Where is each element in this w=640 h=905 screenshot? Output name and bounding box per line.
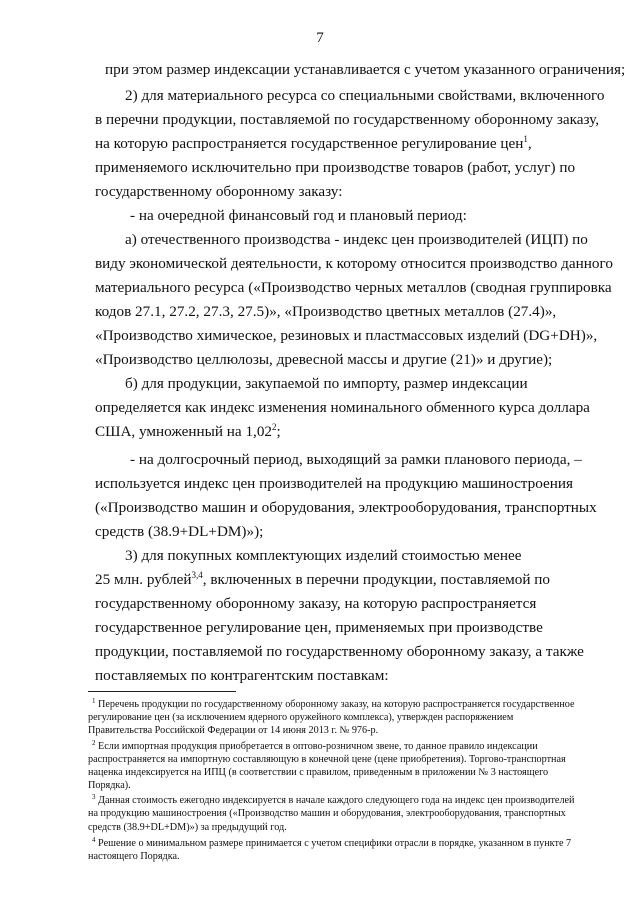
- body-line: используется индекс цен производителей на продукцию машиностроения: [95, 475, 573, 492]
- punctuation: ,: [202, 571, 207, 588]
- body-line: государственное регулирование цен, применяемых при производстве: [95, 619, 543, 636]
- footnote-separator: [88, 691, 236, 692]
- footnote-line: распространяется на импортную составляющую в конечной цене (цене приобретения). Торгово-транспортная: [88, 754, 566, 765]
- body-line: «Производство химическое, резиновых и пластмассовых изделий (DG+DH)»,: [95, 327, 598, 344]
- footnote-ref: 2: [272, 422, 277, 432]
- footnote-mark: 4: [92, 836, 96, 844]
- body-line: средств (38.9+DL+DM)»);: [95, 523, 264, 540]
- body-line: поставляемых по контрагентским поставкам:: [95, 667, 389, 684]
- footnote-line: на продукцию машиностроения («Производство машин и оборудования, электрооборудования, транспортных: [88, 808, 566, 819]
- body-line: кодов 27.1, 27.2, 27.3, 27.5)», «Производство цветных металлов (27.4)»,: [95, 303, 557, 320]
- punctuation: ,: [527, 135, 532, 152]
- footnote-mark: 1: [92, 697, 96, 705]
- footnote-text: Решение о минимальном размере принимается с учетом специфики отрасли в порядке, указанном в пункте 7: [98, 838, 572, 849]
- footnote-line: наценка индексируется на ИПЦ (в соответствии с правилом, приведенным в приложении № 3 настоящего: [88, 767, 549, 778]
- footnote-line: [92, 794, 610, 807]
- body-line: при этом размер индексации устанавливается с учетом указанного ограничения;: [105, 61, 626, 78]
- body-line: государственному оборонному заказу, на которую распространяется: [95, 595, 537, 612]
- footnote-line: Порядка).: [88, 780, 131, 791]
- body-line: «Производство целлюлозы, древесной массы и другие (21)» и другие);: [95, 351, 553, 368]
- body-line: материального ресурса («Производство черных металлов (сводная группировка: [95, 279, 612, 296]
- footnote-text: Перечень продукции по государственному оборонному заказу, на которую распространяется государственное: [98, 699, 575, 710]
- footnote-line: [92, 740, 610, 753]
- footnote-line: средств (38.9+DL+DM)») за предыдущий год.: [88, 822, 287, 833]
- footnote-text: Данная стоимость ежегодно индексируется в начале каждого следующего года на индекс цен производителей: [98, 795, 575, 806]
- body-line: определяется как индекс изменения номинального обменного курса доллара: [95, 399, 590, 416]
- body-line-text: на которую распространяется государственное регулирование цен: [95, 135, 524, 152]
- body-line: 2) для материального ресурса со специальными свойствами, включенного: [125, 87, 605, 104]
- body-line-text: включенных в перечни продукции, поставляемой по: [210, 571, 551, 588]
- body-line: а) отечественного производства - индекс цен производителей (ИЦП) по: [125, 231, 588, 248]
- body-line: применяемого исключительно при производстве товаров (работ, услуг) по: [95, 159, 576, 176]
- punctuation: ;: [276, 423, 281, 440]
- body-line: б) для продукции, закупаемой по импорту, размер индексации: [125, 375, 528, 392]
- footnote-ref: 1: [523, 134, 528, 144]
- footnote-line: настоящего Порядка.: [88, 851, 180, 862]
- body-line: [95, 570, 610, 590]
- body-line: («Производство машин и оборудования, электрооборудования, транспортных: [95, 499, 597, 516]
- footnote-line: [92, 837, 610, 850]
- body-line: в перечни продукции, поставляемой по государственному оборонному заказу,: [95, 111, 600, 128]
- page-number: 7: [316, 30, 324, 46]
- footnote-text: Если импортная продукция приобретается в оптово-розничном звене, то данное правило индексации: [98, 741, 538, 752]
- footnote-line: регулирование цен (за исключением ядерного оружейного комплекса), утвержден распоряжением: [88, 712, 514, 723]
- body-line: [95, 134, 610, 154]
- footnote-ref: 3,4: [191, 570, 203, 580]
- body-line: 3) для покупных комплектующих изделий стоимостью менее: [125, 547, 522, 564]
- footnote-mark: 3: [92, 793, 96, 801]
- footnote-line: [92, 698, 610, 711]
- body-line: [95, 422, 610, 442]
- body-line: - на очередной финансовый год и плановый период:: [130, 207, 467, 224]
- body-line: государственному оборонному заказу:: [95, 183, 343, 200]
- footnote-mark: 2: [92, 739, 96, 747]
- body-line: продукции, поставляемой по государственному оборонному заказу, а также: [95, 643, 584, 660]
- body-line-text: 25 млн. рублей: [95, 571, 192, 588]
- footnote-line: Правительства Российской Федерации от 14 июня 2013 г. № 976-р.: [88, 725, 379, 736]
- body-line: - на долгосрочный период, выходящий за рамки планового периода, –: [130, 451, 582, 468]
- body-line: виду экономической деятельности, к которому относится производство данного: [95, 255, 613, 272]
- body-line-text: США, умноженный на 1,02: [95, 423, 273, 440]
